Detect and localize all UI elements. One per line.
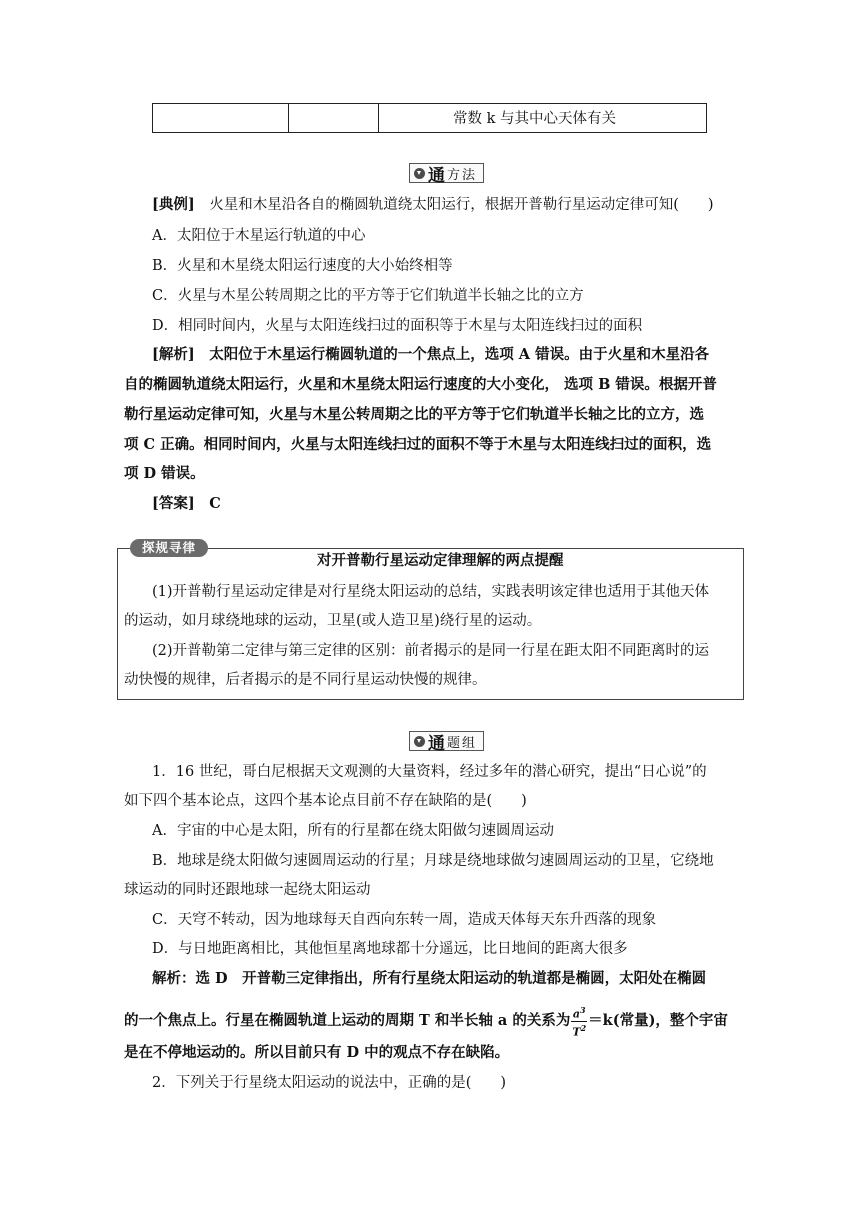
section-badge-questions: [409, 731, 484, 754]
q1-stem: 如下四个基本论点，这四个基本论点目前不存在缺陷的是( ): [124, 793, 527, 809]
table-divider: [288, 104, 289, 132]
badge-main-char: 通: [428, 165, 444, 186]
table-row: [152, 103, 707, 133]
analysis-line: 勒行星运动定律可知，火星与木星公转周期之比的平方等于它们轨道半长轴之比的立方，选: [124, 406, 704, 423]
table-cell: 常数 k 与其中心天体有关: [453, 111, 617, 127]
badge-label: 题组: [447, 735, 478, 751]
triangle-down-icon: [414, 168, 425, 179]
analysis-line: [解析] 太阳位于木星运行椭圆轨道的一个焦点上，选项 A 错误。由于火星和木星沿各: [152, 346, 710, 363]
badge-label: 方法: [447, 167, 478, 183]
option-b: B．火星和木星绕太阳运行速度的大小始终相等: [152, 258, 453, 274]
q1-stem: 1．16 世纪，哥白尼根据天文观测的大量资料，经过多年的潜心研究，提出“日心说”的: [152, 764, 707, 780]
analysis-label: [解析]: [152, 346, 195, 363]
q1-analysis-line: 的一个焦点上。行星在椭圆轨道上运动的周期 T 和半长轴 a 的关系为 $\frac{a^3}{T^2}$ ＝k(常量)，整个宇宙: [124, 1005, 728, 1039]
example-label: [典例]: [152, 196, 195, 213]
option-a: A．太阳位于木星运行轨道的中心: [152, 228, 366, 244]
q1-option-b-cont: 球运动的同时还跟地球一起绕太阳运动: [124, 882, 371, 898]
tip-line: 动快慢的规律，后者揭示的是不同行星运动快慢的规律。: [124, 672, 487, 688]
tip-title: 对开普勒行星运动定律理解的两点提醒: [317, 552, 564, 569]
q1-option-b: B．地球是绕太阳做匀速圆周运动的行星；月球是绕地球做匀速圆周运动的卫星，它绕地: [152, 853, 714, 869]
section-badge-method: [409, 163, 484, 186]
tip-line: 的运动，如月球绕地球的运动，卫星(或人造卫星)绕行星的运动。: [124, 613, 542, 629]
tip-tag: 探规寻律: [130, 539, 208, 557]
q1-analysis-line: 解析：选 D 开普勒三定律指出，所有行星绕太阳运动的轨道都是椭圆，太阳处在椭圆: [152, 970, 707, 987]
q1-option-c: C．天穹不转动，因为地球每天自西向东转一周，造成天体每天东升西落的现象: [152, 912, 657, 928]
tip-line: (1)开普勒行星运动定律是对行星绕太阳运动的总结，实践表明该定律也适用于其他天体: [152, 584, 710, 600]
q1-option-a: A．宇宙的中心是太阳，所有的行星都在绕太阳做匀速圆周运动: [152, 823, 554, 839]
q1-option-d: D．与日地距离相比，其他恒星离地球都十分遥远，比日地间的距离大很多: [152, 941, 628, 957]
example-question: [152, 195, 714, 215]
analysis-line: 项 D 错误。: [124, 465, 205, 482]
fraction: $\frac{a^3}{T^2}$: [572, 1005, 587, 1039]
q2-stem: 2．下列关于行星绕太阳运动的说法中，正确的是( ): [152, 1075, 507, 1091]
table-divider: [378, 104, 379, 132]
q1-analysis-label: 解析：选 D: [152, 970, 228, 987]
answer-line: [152, 494, 221, 514]
answer-value: C: [209, 495, 221, 512]
option-c: C．火星与木星公转周期之比的平方等于它们轨道半长轴之比的立方: [152, 288, 584, 304]
badge-main-char: 通: [428, 733, 444, 754]
answer-label: [答案]: [152, 495, 195, 512]
tip-line: (2)开普勒第二定律与第三定律的区别：前者揭示的是同一行星在距太阳不同距离时的运: [152, 643, 710, 659]
q1-analysis-line: 是在不停地运动的。所以目前只有 D 中的观点不存在缺陷。: [124, 1044, 510, 1061]
triangle-down-icon: [414, 736, 425, 747]
analysis-line: 自的椭圆轨道绕太阳运行，火星和木星绕太阳运行速度的大小变化， 选项 B 错误。根据开普: [124, 376, 717, 393]
option-d: D．相同时间内，火星与太阳连线扫过的面积等于木星与太阳连线扫过的面积: [152, 318, 643, 334]
analysis-line: 项 C 正确。相同时间内，火星与太阳连线扫过的面积不等于木星与太阳连线扫过的面积，选: [124, 436, 712, 453]
example-question-text: 火星和木星沿各自的椭圆轨道绕太阳运行，根据开普勒行星运动定律可知( ): [209, 197, 714, 213]
